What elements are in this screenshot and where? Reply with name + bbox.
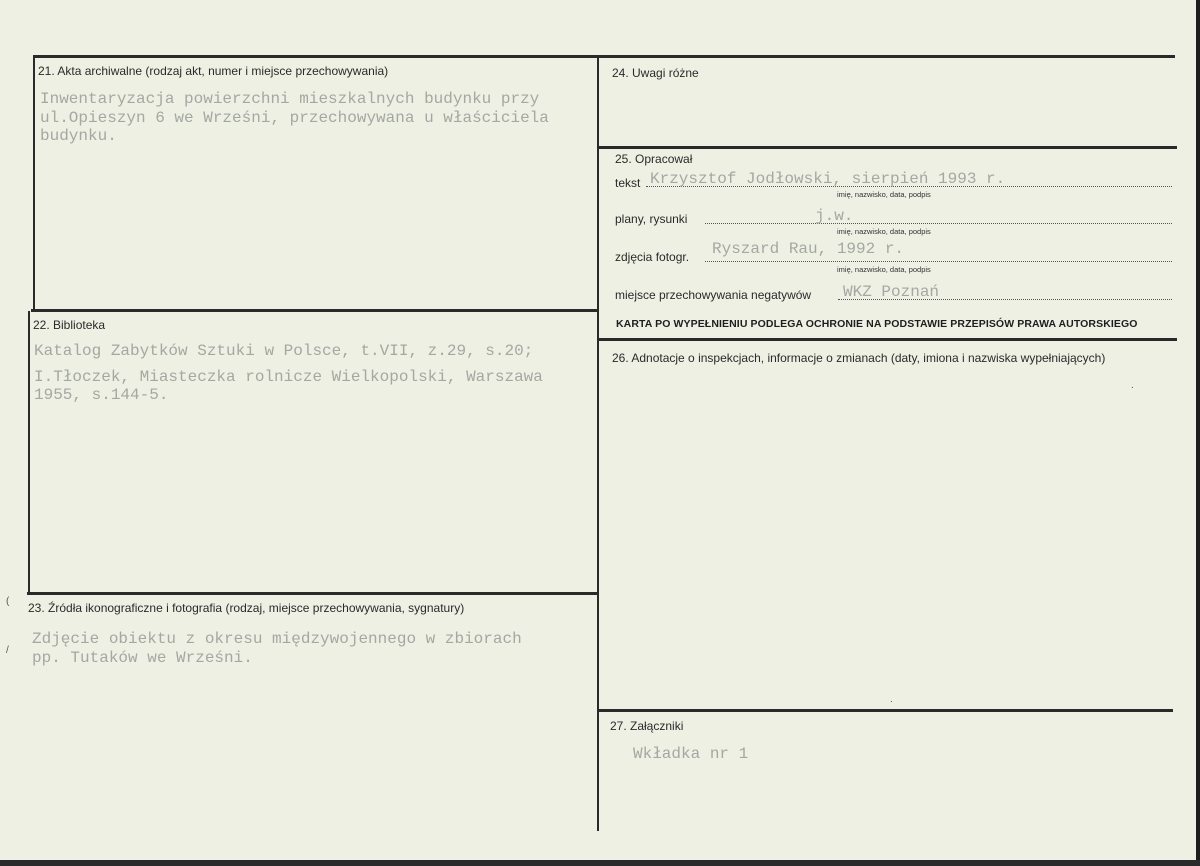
zdjecia-caption: imię, nazwisko, data, podpis [837,265,931,274]
section-21-line-1: Inwentaryzacja powierzchni mieszkalnych budynku przy [40,90,540,108]
plany-line [705,223,1172,224]
stray-mark: ( [6,596,10,607]
left-column-rule [33,55,35,311]
rule-26-27 [597,709,1173,712]
section-23-heading: 23. Źródła ikonograficzne i fotografia (rodzaj, miejsce przechowywania, sygnatury) [28,601,465,615]
tekst-label: tekst [615,176,641,190]
section-22-line-1: Katalog Zabytków Sztuki w Polsce, t.VII, z.29, s.20; [34,342,534,360]
negatywy-label: miejsce przechowywania negatywów [615,288,812,302]
section-22-line-2: I.Tłoczek, Miasteczka rolnicze Wielkopolski, Warszawa [34,368,543,386]
stray-mark: . [1131,380,1134,391]
right-edge [1196,0,1200,866]
rule-24-25 [597,146,1177,149]
zdjecia-value: Ryszard Rau, 1992 r. [712,240,905,258]
left-column-rule-lower [28,311,30,593]
section-22-line-3: 1955, s.144-5. [34,386,169,404]
zdjecia-label: zdjęcia fotogr. [615,250,690,264]
section-24-heading: 24. Uwagi różne [612,66,699,80]
tekst-value: Krzysztof Jodłowski, sierpień 1993 r. [650,170,1006,188]
section-21-line-3: budynku. [40,127,117,145]
section-21-line-2: ul.Opieszyn 6 we Wrześni, przechowywana u właściciela [40,109,549,127]
rule-22-23 [27,592,599,595]
stray-mark: . [890,694,893,705]
bottom-edge [0,860,1200,866]
section-27-value: Wkładka nr 1 [633,745,749,763]
stray-mark: / [6,645,9,656]
plany-value: j.w. [815,207,854,225]
section-22-heading: 22. Biblioteka [33,318,106,332]
top-rule [33,55,1175,58]
section-25-heading: 25. Opracował [615,152,693,166]
section-21-heading: 21. Akta archiwalne (rodzaj akt, numer i miejsce przechowywania) [38,64,389,78]
section-23-line-1: Zdjęcie obiektu z okresu międzywojennego w zbiorach [32,630,522,648]
tekst-caption: imię, nazwisko, data, podpis [837,190,931,199]
section-26-heading: 26. Adnotacje o inspekcjach, informacje o zmianach (daty, imiona i nazwiska wypełniających) [612,351,1106,365]
section-23-line-2: pp. Tutaków we Wrześni. [32,649,253,667]
section-27-heading: 27. Załączniki [610,719,684,733]
center-divider [597,55,599,831]
plany-label: plany, rysunki [615,212,688,226]
rule-21-22 [31,309,599,312]
negatywy-value: WKZ Poznań [843,283,940,301]
copyright-notice: KARTA PO WYPEŁNIENIU PODLEGA OCHRONIE NA PODSTAWIE PRZEPISÓW PRAWA AUTORSKIEGO [616,318,1138,330]
rule-25-26 [597,338,1177,341]
plany-caption: imię, nazwisko, data, podpis [837,227,931,236]
zdjecia-line [705,261,1172,262]
